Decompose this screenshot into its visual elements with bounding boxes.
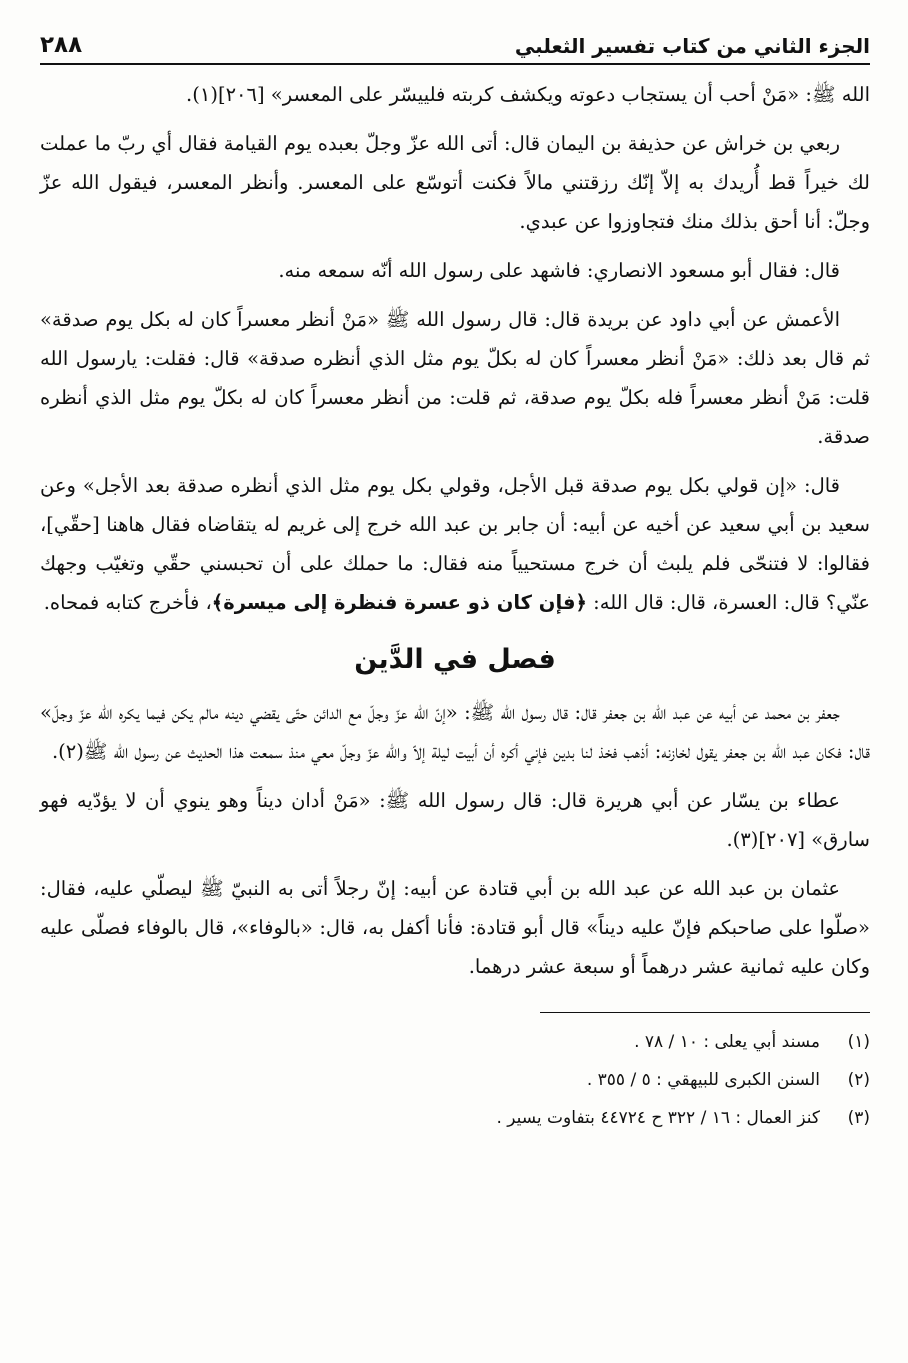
paragraph-6: جعفر بن محمد عن أبيه عن عبد الله بن جعفر قال: قال رسول الله ﷺ: «إنّ الله عزّ وجلّ مع الدائن حتّى يقضي دينه مالم يكن فيما يكره الله عزّ وجلّ» قال: فكان عبد الله بن جعفر يقول لخازنه: أذهب فخذ لنا بدين فإني أكره أن أبيت ليلة إلاّ والله عزّ وجلّ معي منذ سمعت هذا الحديث عن رسول الله ﷺ(٢).: [40, 701, 870, 763]
header-rule: [40, 63, 870, 65]
footnote: [40, 1099, 870, 1137]
footnote-text: كنز العمال : ١٦ / ٣٢٢ ح ٤٤٧٢٤ بتفاوت يسير .: [496, 1108, 820, 1128]
page-number: ٢٨٨: [40, 32, 83, 58]
paragraph-5: [40, 466, 870, 622]
quran-verse: ﴿فإن كان ذو عسرة فنظرة إلى ميسرة﴾: [211, 591, 587, 614]
paragraph-5-text: قال: «إن قولي بكل يوم صدقة قبل الأجل، وقولي بكل يوم مثل الذي أنظره صدقة بعد الأجل» وعن سعيد بن أبي سعيد عن أخيه عن أبيه: أن جابر بن عبد الله خرج إلى غريم له يتقاضاه فقال هاهنا [حقّي]، فقالوا: لا فتنحّى فلم يلبث أن خرج مستحيياً منه فقال: ما حملك على أن تحبسني حقّي وتغيّب وجهك عنّي؟ قال: العسرة، قال: قال الله:: [40, 474, 870, 614]
section-heading: فصل في الدَّين: [354, 644, 556, 675]
footnote-text: السنن الكبرى للبيهقي : ٥ / ٣٥٥ .: [586, 1070, 820, 1090]
footnote-rule: [540, 1012, 870, 1013]
footnote: [40, 1023, 870, 1061]
page-body: [40, 75, 870, 1137]
paragraph-3: قال: فقال أبو مسعود الانصاري: فاشهد على رسول الله أنّه سمعه منه.: [278, 259, 840, 282]
footnote-number: (٢): [847, 1070, 870, 1090]
page-header: [40, 26, 870, 58]
book-page: [40, 26, 870, 1346]
footnote: [40, 1061, 870, 1099]
paragraph-8: عثمان بن عبد الله عن عبد الله بن أبي قتادة عن أبيه: إنّ رجلاً أتى به النبيّ ﷺ ليصلّي عليه، فقال: «صلّوا على صاحبكم فإنّ عليه ديناً» قال أبو قتادة: فأنا أكفل به، قال: «بالوفاء»، قال بالوفاء فصلّى عليه وكان عليه ثمانية عشر درهماً أو سبعة عشر درهما.: [40, 877, 870, 978]
running-title: الجزء الثاني من كتاب تفسير الثعلبي: [514, 34, 870, 58]
paragraph-4: الأعمش عن أبي داود عن بريدة قال: قال رسول الله ﷺ «مَنْ أنظر معسراً كان له بكل يوم صدقة» ثم قال بعد ذلك: «مَنْ أنظر معسراً كان له بكلّ يوم مثل الذي أنظره صدقة» قال: فقلت: يارسول الله قلت: مَنْ أنظر معسراً فله بكلّ يوم صدقة، ثم قلت: من أنظر معسراً كان له بكلّ يوم مثل الذي أنظره صدقة.: [40, 308, 870, 448]
footnote-number: (١): [847, 1032, 870, 1052]
footnote-text: مسند أبي يعلى : ١٠ / ٧٨ .: [634, 1032, 820, 1052]
footnote-number: (٣): [847, 1108, 870, 1128]
paragraph-7: عطاء بن يسّار عن أبي هريرة قال: قال رسول الله ﷺ: «مَنْ أدان ديناً وهو ينوي أن لا يؤدّيه فهو سارق» [٢٠٧](٣).: [40, 789, 870, 851]
paragraph-2: ربعي بن خراش عن حذيفة بن اليمان قال: أتى الله عزّ وجلّ بعبده يوم القيامة فقال أي ربّ ما عملت لك خيراً قط أُريدك به إلاّ إنّك رزقتني مالاً فكنت أتوسّع على المعسر. وأنظر المعسر، فيقول الله عزّ وجلّ: أنا أحق بذلك منك فتجاوزوا عن عبدي.: [40, 132, 870, 233]
paragraph-5-end: ، فأخرج كتابه فمحاه.: [43, 591, 212, 614]
paragraph-1: الله ﷺ: «مَنْ أحب أن يستجاب دعوته ويكشف كربته فلييسّر على المعسر» [٢٠٦](١).: [186, 83, 870, 106]
